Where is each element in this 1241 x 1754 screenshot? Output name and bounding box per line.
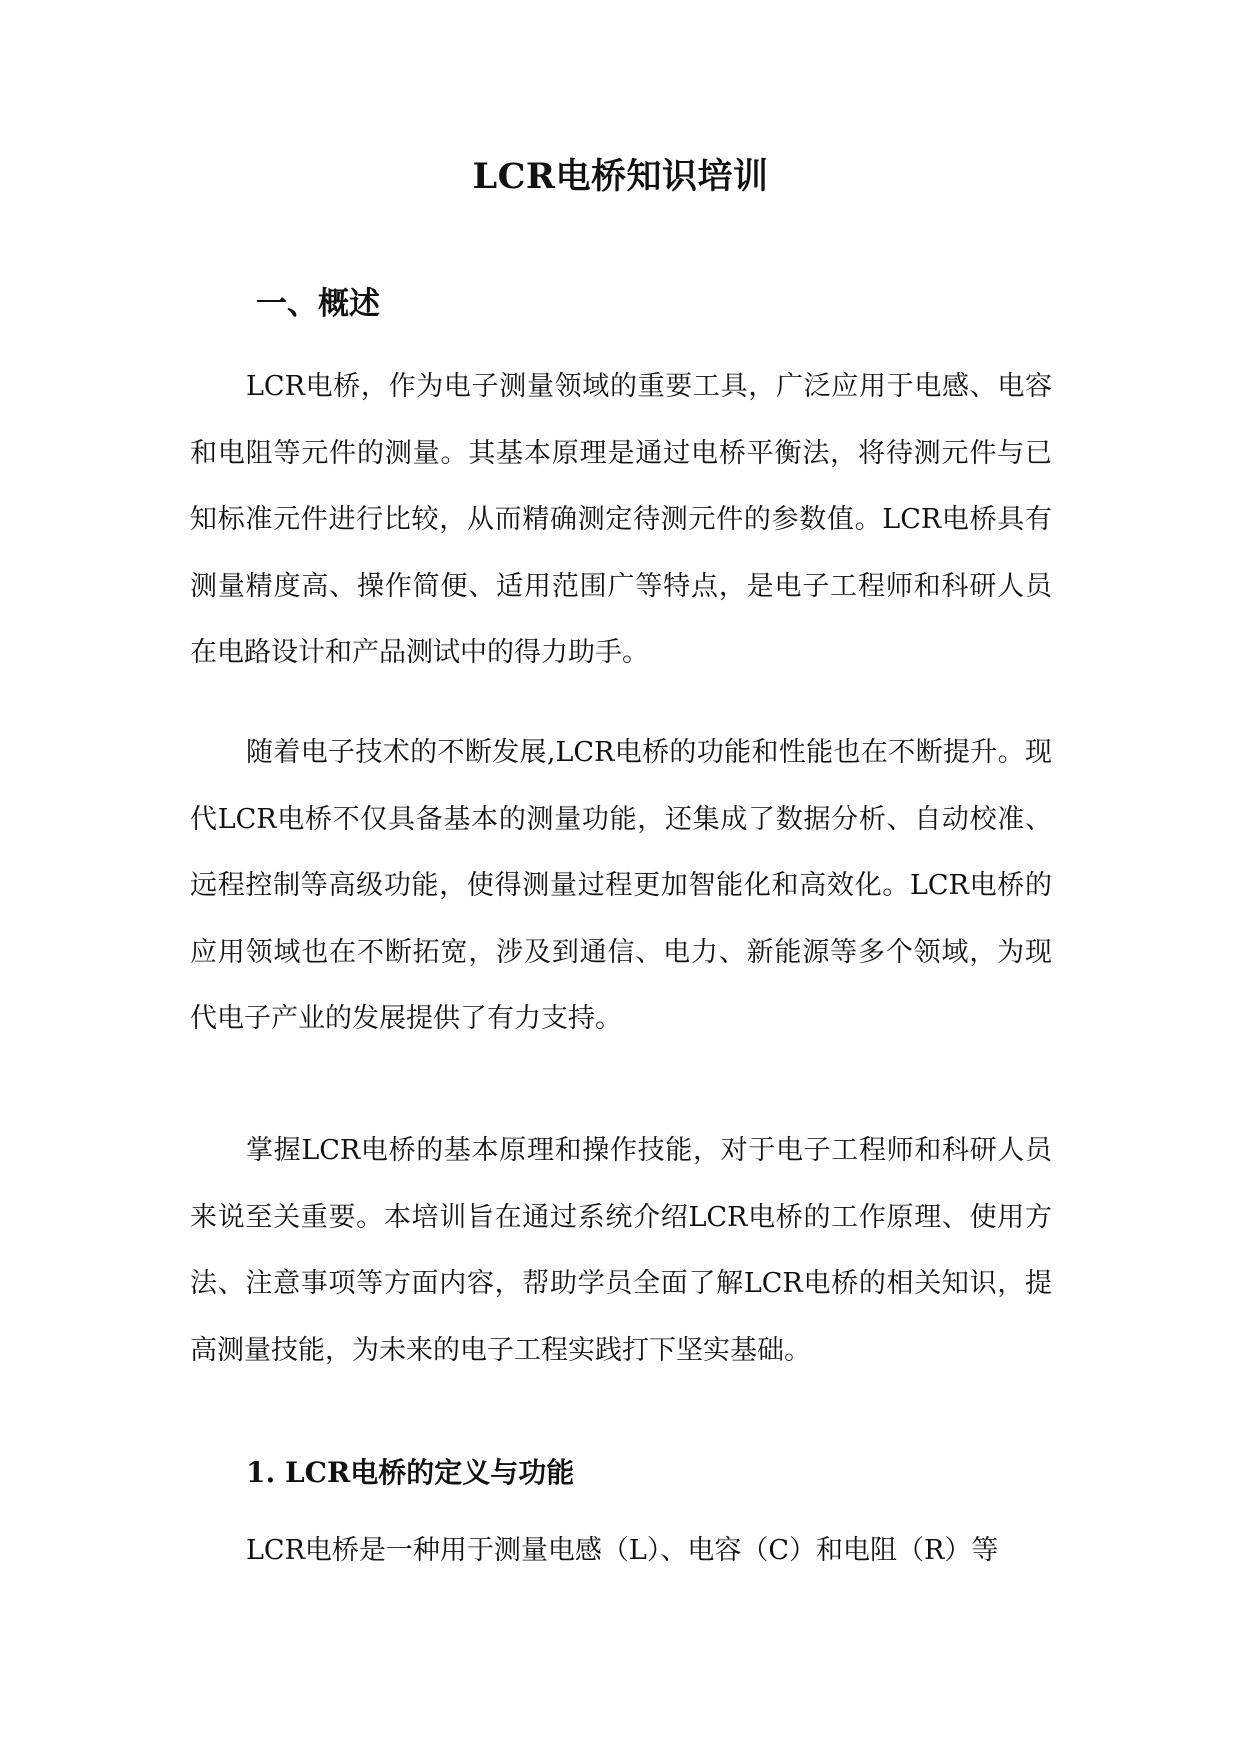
paragraph: LCR电桥，作为电子测量领域的重要工具，广泛应用于电感、电容和电阻等元件的测量。其基本原理是通过电桥平衡法，将待测元件与已知标准元件进行比较，从而精确测定待测元件的参数值。LCR电桥具有测量精度高、操作简便、适用范围广等特点，是电子工程师和科研人员在电路设计和产品测试中的得力助手。: [190, 371, 1052, 668]
paragraph: 随着电子技术的不断发展,LCR电桥的功能和性能也在不断提升。现代LCR电桥不仅具备基本的测量功能，还集成了数据分析、自动校准、远程控制等高级功能，使得测量过程更加智能化和高效化。LCR电桥的应用领域也在不断拓宽，涉及到通信、电力、新能源等多个领域，为现代电子产业的发展提供了有力支持。: [190, 737, 1052, 1034]
subsection-heading-definition: 1. LCR电桥的定义与功能: [246, 1456, 575, 1489]
section-heading-overview: 一、概述: [256, 286, 380, 322]
document-title: LCR电桥知识培训: [472, 156, 769, 197]
paragraph: LCR电桥是一种用于测量电感（L）、电容（C）和电阻（R）等: [246, 1535, 999, 1566]
paragraph: 掌握LCR电桥的基本原理和操作技能，对于电子工程师和科研人员来说至关重要。本培训旨在通过系统介绍LCR电桥的工作原理、使用方法、注意事项等方面内容，帮助学员全面了解LCR电桥的相关知识，提高测量技能，为未来的电子工程实践打下坚实基础。: [190, 1135, 1052, 1366]
